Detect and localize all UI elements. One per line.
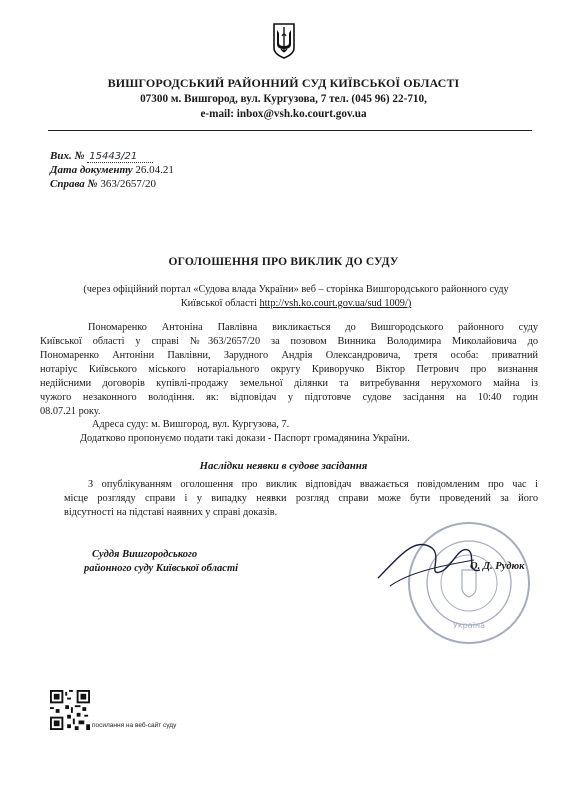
- document-date-row: [50, 164, 174, 176]
- document-date-label: Дата документу: [50, 164, 133, 176]
- judge-title: [84, 548, 238, 576]
- consequences-line: З опублікуванням оголошення про виклик відповідач вважається повідомленим про час і: [88, 479, 538, 490]
- qr-code-icon[interactable]: [50, 690, 90, 730]
- consequences-title: Наслідки неявки в судове засідання: [199, 460, 368, 472]
- summons-line: Київської області у справі №363/2657/20 за позовом Винника Володимира Миколайовича до: [40, 336, 538, 347]
- portal-note-prefix: Київської області: [180, 298, 260, 309]
- portal-note: [58, 283, 534, 311]
- qr-caption: посилання на веб-сайт суду: [92, 722, 177, 729]
- case-number-value: 363/2657/20: [100, 178, 156, 190]
- court-address: 07300 м. Вишгород, вул. Кургузова, 7 тел. (045 96) 22-710,: [140, 93, 427, 105]
- summons-line: Пономаренко Антоніна Павлівна викликається до Вишгородського районного суду: [88, 322, 538, 333]
- seal-text: Україна: [452, 621, 486, 630]
- outgoing-number-row: [50, 150, 153, 163]
- consequences-line: відсутності на підставі наявних у справі доказів.: [64, 507, 278, 518]
- document-date-value: 26.04.21: [135, 164, 174, 176]
- case-number-row: [50, 178, 156, 190]
- summons-line: Пономаренко Антоніни Павлівни, Зарудного Андрія Олександровича, третя особа: приватний: [40, 350, 538, 361]
- outgoing-number-label: Вих. №: [50, 150, 85, 162]
- coat-of-arms-icon: [272, 22, 296, 60]
- case-number-label: Справа №: [50, 178, 98, 190]
- summons-paragraph: [40, 321, 538, 419]
- court-name: ВИШГОРОДСЬКИЙ РАЙОННИЙ СУД КИЇВСЬКОЇ ОБЛАСТІ: [107, 76, 460, 90]
- notice-title: ОГОЛОШЕННЯ ПРО ВИКЛИК ДО СУДУ: [168, 256, 399, 268]
- summons-line: недійсними договорів купівлі-продажу земельної ділянки та витребування нерухомого майна із: [40, 378, 538, 389]
- summons-line: 08.07.21 року.: [40, 406, 101, 417]
- consequences-line: місце розгляду справи і у випадку неявки розгляд справи може бути проведений за його: [64, 493, 538, 504]
- outgoing-number-value: 15443/21: [87, 151, 153, 163]
- portal-note-line1: (через офіційний портал «Судова влада України» веб – сторінка Вишгородського районного суду: [83, 284, 509, 295]
- consequences-paragraph: [64, 478, 538, 520]
- court-address-line: Адреса суду: м. Вишгород, вул. Кургузова, 7.: [92, 419, 290, 430]
- summons-line: нотаріус Київського міського нотаріального округу Криворучко Віктор Петрович про визнання: [40, 364, 538, 375]
- court-email: e-mail: inbox@vsh.ko.court.gov.ua: [200, 108, 367, 120]
- judge-name: О. Д. Рудюк: [470, 561, 525, 572]
- court-website-link[interactable]: http://vsh.ko.court.gov.ua/sud 1009/): [259, 298, 412, 309]
- portal-note-line2: [58, 297, 534, 311]
- summons-line: чужого незаконного володіння. як: відповідач у підготовче судове засідання на 10:40 годин: [40, 392, 538, 403]
- judge-title-line2: районного суду Київської області: [84, 563, 239, 574]
- evidence-line: Додатково пропонуємо подати такі докази - Паспорт громадянина України.: [80, 433, 410, 444]
- judge-title-line1: Суддя Вишгородського: [92, 549, 198, 560]
- header-divider: [48, 130, 532, 131]
